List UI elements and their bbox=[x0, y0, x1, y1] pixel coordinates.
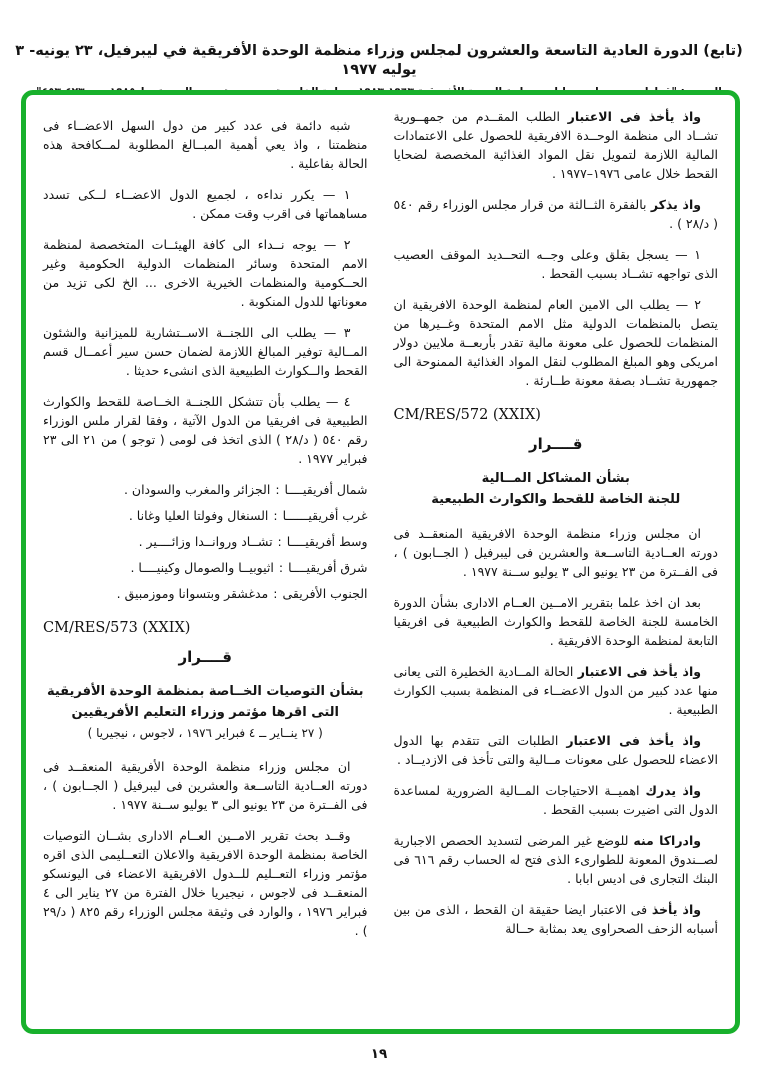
resolution-subject bbox=[394, 468, 719, 510]
region-countries: الجزائر والمغرب والسودان . bbox=[123, 482, 271, 497]
region-list bbox=[43, 480, 368, 603]
region-row bbox=[43, 584, 368, 603]
region-row bbox=[43, 480, 368, 499]
region-row bbox=[43, 558, 368, 577]
body-paragraph: واذ يأخذ فى الاعتبار الطلبات التى تتقدم بها الدول الاعضاء للحصول على معونات مــالية والتى تأخذ فى الازديــاد . bbox=[393, 733, 718, 767]
column-left bbox=[43, 107, 368, 1019]
resolution-subject-line: بشأن التوصيات الخــاصة بمنظمة الوحدة الأفريقية bbox=[46, 684, 364, 699]
body-paragraph: ١ — يكرر نداءه ، لجميع الدول الاعضــاء لــكى تسدد مساهماتها فى اقرب وقت ممكن . bbox=[43, 187, 368, 221]
resolution-subject-line: للجنة الخاصة للقحط والكوارث الطبيعية bbox=[431, 492, 681, 507]
region-name: شرق أفريقيــــا bbox=[288, 560, 368, 575]
region-countries: مدغشقر وبتسوانا وموزمبيق . bbox=[116, 586, 269, 601]
paragraph-lead-bold: واذ يدرك bbox=[645, 783, 702, 798]
paragraph-lead-bold: واذ يأخذ فى الاعتبار bbox=[567, 109, 701, 124]
body-paragraph: ان مجلس وزراء منظمة الوحدة الأفريقية المنعقــد فى دورته العــادية التاســعة والعشرين فى ليبرفيل ( الجــابون ) ، فى الفــترة من ٢٣ يونيو الى ٣ يوليو ســنة ١٩٧٧ . bbox=[43, 759, 368, 812]
region-separator: : bbox=[278, 560, 284, 575]
region-countries: اثيوبيــا والصومال وكينيــــا . bbox=[130, 560, 274, 575]
region-separator: : bbox=[273, 508, 278, 523]
region-name: غرب أفريقيــــــا bbox=[282, 508, 368, 523]
header-title: (تابع) الدورة العادية التاسعة والعشرون لمجلس وزراء منظمة الوحدة الأفريقية في ليبرفيل، ٢٣ يونيه- ٣ يوليه ١٩٧٧ bbox=[15, 43, 743, 78]
page-header bbox=[0, 0, 758, 100]
resolution-subject-note: ( ٢٧ ينــاير ــ ٤ فبراير ١٩٧٦ ، لاجوس ، نيجيريا ) bbox=[87, 726, 323, 740]
page-number: ١٩ bbox=[370, 1046, 388, 1062]
body-paragraph: ٣ — يطلب الى اللجنــة الاســتشارية للميزانية والشئون المــالية توفير المبالغ اللازمة لضمان حسن سير أعمــال قسم القحط والــكوارث الطبيعية الذى انشىء حديثا . bbox=[43, 325, 368, 378]
resolution-subject bbox=[43, 681, 368, 743]
body-paragraph: ٤ — يطلب بأن تتشكل اللجنــة الخــاصة للقحط والكوارث الطبيعية فى افريقيا من الدول الآتية ، وفقا لقرار ملس الوزراء رقم ٥٤٠ ( د/٢٨ ) الذى اتخذ فى لومى ( توجو ) من ٢١ الى ٢٣ فبراير ١٩٧٧ . bbox=[43, 394, 368, 466]
paragraph-lead-bold: واذ يذكر bbox=[650, 197, 701, 212]
paragraph-lead-bold: واذ يأخذ فى الاعتبار bbox=[566, 733, 701, 748]
region-countries: السنغال وفولتا العليا وغانا . bbox=[128, 508, 269, 523]
body-paragraph: وقــد بحث تقرير الامــين العــام الادارى بشــان التوصيات الخاصة بمنظمة الوحدة الافريقية والاعلان التعــليمى الذى اقره مؤتمر وزراء التعــليم للــدول الافريقية الاعضاء فى اليونسكو المنعقــد فى لاجوس ، نيجيريا خلال الفترة من ٢٧ يناير الى ٤ فبراير ١٩٧٦ ، والوارد فى وثيقة مجلس الوزراء رقم ٨٢٥ ( د/٢٩ ) . bbox=[43, 828, 368, 938]
region-separator: : bbox=[275, 482, 280, 497]
paragraph-lead-bold: واذ يأخذ فى الاعتبار bbox=[577, 664, 702, 679]
body-paragraph: ١ — يسجل بقلق وعلى وجــه التحــديد الموقف العصيب الذى تواجهه تشــاد بسبب القحط . bbox=[393, 247, 718, 281]
body-paragraph: ٢ — يوجه نــداء الى كافة الهيئــات المتخصصة لمنظمة الامم المتحدة وسائر المنظمات الدولية الحكومية وغير الحــكومية والمنظمات الخيرية الاخرى ... الخ لكى تزيد من معوناتها للدول المنكوبة . bbox=[43, 237, 368, 309]
content-border-box bbox=[21, 90, 740, 1034]
region-name: الجنوب الأفريقى bbox=[282, 586, 368, 601]
region-name: شمال أفريقيــــا bbox=[284, 482, 368, 497]
paragraph-lead-bold: وادراكا منه bbox=[633, 833, 702, 848]
body-paragraph: شبه دائمة فى عدد كبير من دول السهل الاعضــاء فى منظمتنا ، واذ يعي أهمية المبــالغ المطلوبة لمــكافحة هذه الحالة بفاعلية . bbox=[43, 118, 368, 171]
region-row bbox=[43, 506, 368, 525]
body-paragraph: واذ يأخذ فى الاعتبار ايضا حقيقة ان القحط ، الذى من بين أسبابه الزحف الصحراوى يعد بمثابة حــالة bbox=[393, 902, 718, 936]
body-paragraph: وادراكا منه للوضع غير المرضى لتسديد الحصص الاجبارية لصــندوق المعونة للطوارىء الذى فتح له الحساب رقم ٦١٦ فى البنك التجارى فى اديس ابابا . bbox=[393, 833, 718, 886]
body-paragraph: بعد ان اخذ علما بتقرير الامــين العــام الادارى بشأن الدورة الخامسة للجنة الخاصة للقحط والكوارث الطبيعية فى افريقيا التابعة لمنظمة الوحدة الافريقية . bbox=[393, 595, 718, 648]
resolution-heading: قــــرار bbox=[178, 648, 232, 666]
body-paragraph: واذ يذكر بالفقرة الثــالثة من قرار مجلس الوزراء رقم ٥٤٠ ( د/٢٨ ) . bbox=[393, 197, 718, 231]
region-row bbox=[43, 532, 368, 551]
region-name: وسط أفريقيــــا bbox=[286, 534, 368, 549]
paragraph-lead-bold: واذ يأخذ bbox=[651, 902, 701, 917]
region-countries: تشــاد وروانــدا وزائــــير . bbox=[138, 534, 273, 549]
region-separator: : bbox=[277, 534, 282, 549]
body-paragraph: واذ يدرك اهميــة الاحتياجات المــالية الضرورية لمساعدة الدول التى اضيرت بسبب القحط . bbox=[393, 783, 718, 817]
resolution-number: CM/RES/573 (XXIX) bbox=[43, 620, 191, 636]
resolution-heading: قــــرار bbox=[529, 435, 583, 453]
resolution-subject-line: بشأن المشاكل المــالية bbox=[481, 471, 630, 486]
resolution-number: CM/RES/572 (XXIX) bbox=[393, 407, 541, 423]
body-paragraph: ٢ — يطلب الى الامين العام لمنظمة الوحدة الافريقية ان يتصل بالمنظمات الدولية مثل الامم المتحدة وغــيرها من المنظمات للحصول على معونة مالية تقدر بأربعــة ملايين دولار امريكى وهو المبلغ المطلوب لنقل المواد الغذائية الممنوحة الى جمهورية تشــاد بصفة معونة طــارئة . bbox=[393, 297, 718, 388]
resolution-subject-line: التى اقرها مؤتمر وزراء التعليم الأفريقيين bbox=[71, 705, 339, 720]
body-paragraph: ان مجلس وزراء منظمة الوحدة الافريقية المنعقــد فى دورته العــادية التاســعة والعشرين فى ليبرفيل ( الجــابون ) ، فى الفــترة من ٢٣ يونيو الى ٣ يوليو ســنة ١٩٧٧ . bbox=[393, 526, 718, 579]
page-footer bbox=[0, 1046, 758, 1062]
column-right bbox=[394, 107, 719, 1019]
body-paragraph: واذ يأخذ فى الاعتبار الطلب المقــدم من جمهــورية تشــاد الى منظمة الوحــدة الافريقية للحصول على الاعتمادات المالية اللازمة لتمويل نقل المواد الغذائية المخصصة لضحايا القحط خلال عامى ١٩٧٦–١٩٧٧ . bbox=[393, 109, 718, 181]
region-separator: : bbox=[273, 586, 278, 601]
body-paragraph: واذ يأخذ فى الاعتبار الحالة المــادية الخطيرة التى يعانى منها عدد كبير من الدول الاعضــاء فى المنظمة بسبب الكوارث الطبيعية . bbox=[393, 664, 718, 717]
